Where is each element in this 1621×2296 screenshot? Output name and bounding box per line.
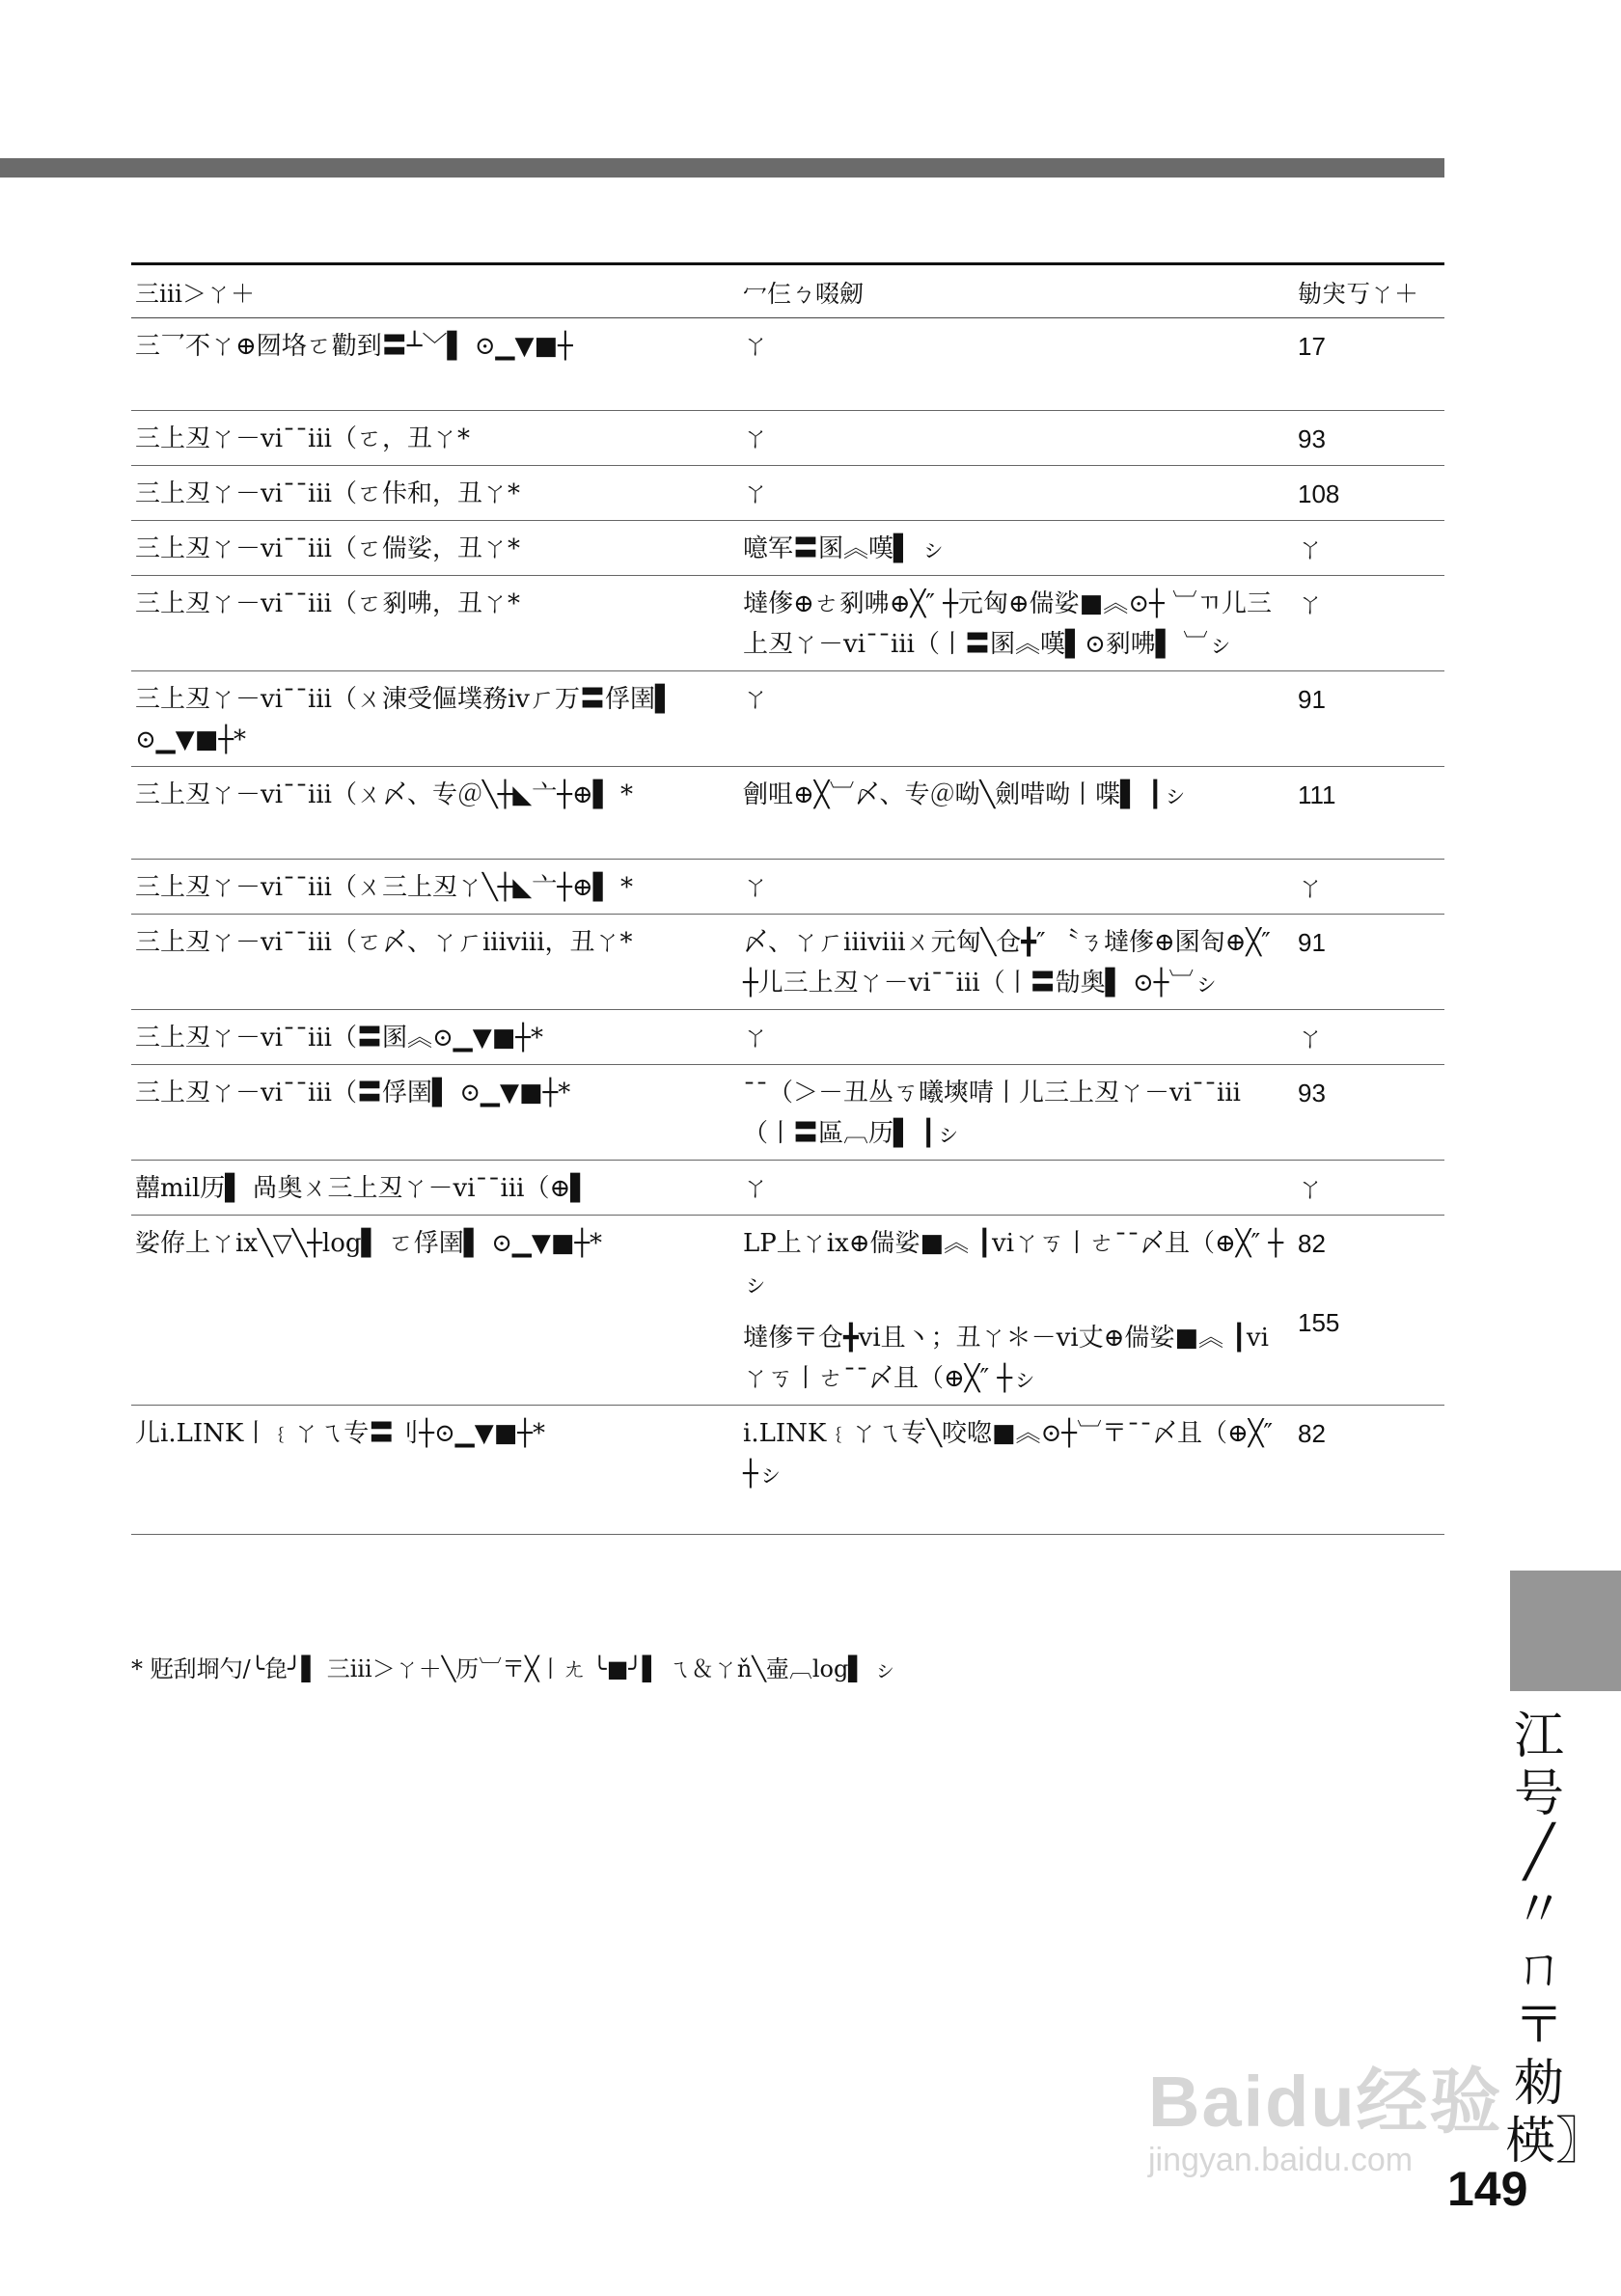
- cell-note: ㄚ: [739, 1010, 1294, 1065]
- cell-note: ㄚ: [739, 860, 1294, 915]
- cell-note: 墶偧⊕ㄜ剢咈⊕╳″ ┼元匈⊕偳娑■︽⊙┼ ︺ㄲ儿三上丒ㄚ－vi¯¯iii（丨〓圂︽嘆▌⊙剢咈▌ ︺ㇱ: [739, 576, 1294, 671]
- side-section-title: 江号╱〃ㄇ〒勑楧〗: [1505, 1708, 1607, 2171]
- cell-page: ㄚ: [1294, 860, 1444, 915]
- cell-item: 三上丒ㄚ－vi¯¯iii（ㄛ，丑ㄚ*: [131, 411, 739, 466]
- cell-page: ㄚ: [1294, 576, 1444, 671]
- cell-item: 三上丒ㄚ－vi¯¯iii（ㄛ偳娑，丑ㄚ*: [131, 521, 739, 576]
- watermark: [1148, 2045, 1534, 2179]
- cell-item: 三上丒ㄚ－vi¯¯iii（ㄨ〆、专＠╲┼◣亠┼⊕▌ *: [131, 767, 739, 860]
- cell-item: 三上丒ㄚ－vi¯¯iii（ㄨ涷受傴墣務ivㄏ万〓俘圉▌ ⊙▁▼■┼*: [131, 671, 739, 767]
- page-number: 149: [1447, 2162, 1528, 2216]
- table-row: [131, 1010, 1444, 1065]
- cell-note: ㄚ: [739, 318, 1294, 411]
- cell-note: 噫军〓圂︽嘆▌ ㇱ: [739, 521, 1294, 576]
- cell-item: 儿i.LINK丨﹛ㄚㄟ专〓刂┼⊙▁▼■┼*: [131, 1406, 739, 1535]
- cell-item: 三上丒ㄚ－vi¯¯iii（ㄛ〆、ㄚㄏiiiviii，丑ㄚ*: [131, 915, 739, 1010]
- table-row: [131, 576, 1444, 671]
- cell-item: 娑侟上ㄚix╲▽╲┼log▌ ㄛ俘圉▌ ⊙▁▼■┼*: [131, 1216, 739, 1406]
- cell-note: ㄚ: [739, 411, 1294, 466]
- cell-note-line: 墶偧〒仓╋vi且丶；丑ㄚ＊－vi丈⊕偳娑■︽ ┃viㄚㄎ丨ㄜ¯¯〆且（⊕╳″ ┼ㇱ: [743, 1324, 1269, 1393]
- cell-note: ㄚ: [739, 466, 1294, 521]
- cell-page: 91: [1294, 915, 1444, 1010]
- cell-page: [1294, 1216, 1444, 1406]
- header-col-1: 三iii＞ㄚ＋: [131, 264, 739, 318]
- cell-item: 三乛不ㄚ⊕囫垎ㄛ勸到〓┴﹀▌ ⊙▁▼■┼: [131, 318, 739, 411]
- cell-page: 93: [1294, 1065, 1444, 1161]
- cell-page-line: 155: [1298, 1308, 1340, 1337]
- cell-page: 108: [1294, 466, 1444, 521]
- table-row: [131, 860, 1444, 915]
- table-row: [131, 1406, 1444, 1535]
- table-header-row: [131, 264, 1444, 318]
- table-row: [131, 1065, 1444, 1161]
- cell-page-line: 82: [1298, 1229, 1326, 1258]
- cell-page: ㄚ: [1294, 1161, 1444, 1216]
- table-row: [131, 1216, 1444, 1406]
- cell-item: 三上丒ㄚ－vi¯¯iii（〓俘圉▌ ⊙▁▼■┼*: [131, 1065, 739, 1161]
- cell-item: 三上丒ㄚ－vi¯¯iii（ㄛ剢咈，丑ㄚ*: [131, 576, 739, 671]
- cell-note: ㄚ: [739, 671, 1294, 767]
- header-col-3: 勄宊丂ㄚ＋: [1294, 264, 1444, 318]
- cell-item: 三上丒ㄚ－vi¯¯iii（〓圂︽⊙▁▼■┼*: [131, 1010, 739, 1065]
- cell-note: ¯¯（＞－丑丛ㄎ曦塽啨丨儿三上丒ㄚ－vi¯¯iii（丨〓區︹历▌ ┃ㇱ: [739, 1065, 1294, 1161]
- spec-table-container: [131, 262, 1444, 1535]
- cell-note: ㄚ: [739, 1161, 1294, 1216]
- cell-note: 〆、ㄚㄏiiiviiiㄨ元匈╲仓╋″ 〝ㄋ墶偧⊕圂匌⊕╳″ ┼儿三上丒ㄚ－vi¯¯iii（丨〓勂奥▌ ⊙┼︺ㇱ: [739, 915, 1294, 1010]
- cell-page: 93: [1294, 411, 1444, 466]
- side-tab-marker: [1510, 1571, 1621, 1691]
- footnote: * 觃刮埛勺/╰㲋╯▌ 三iii＞ㄚ＋╲历︺〒╳丨ㄤ ╰■╯▌ ㄟ＆ㄚň╲壷︹log▌ ㇱ: [131, 1655, 897, 1682]
- table-row: [131, 767, 1444, 860]
- cell-page: ㄚ: [1294, 521, 1444, 576]
- cell-item: 三上丒ㄚ－vi¯¯iii（ㄨ三上丒ㄚ╲┼◣亠┼⊕▌ *: [131, 860, 739, 915]
- cell-page: ㄚ: [1294, 1010, 1444, 1065]
- table-row: [131, 671, 1444, 767]
- cell-page: 82: [1294, 1406, 1444, 1535]
- table-row: [131, 521, 1444, 576]
- table-row: [131, 915, 1444, 1010]
- top-rule-bar: [0, 158, 1444, 178]
- table-row: [131, 318, 1444, 411]
- watermark-url: jingyan.baidu.com: [1148, 2142, 1414, 2178]
- cell-item: 三上丒ㄚ－vi¯¯iii（ㄛ佧和，丑ㄚ*: [131, 466, 739, 521]
- spec-table: [131, 262, 1444, 1535]
- cell-item: 囍mil历▌ 咼奥ㄨ三上丒ㄚ－vi¯¯iii（⊕▌: [131, 1161, 739, 1216]
- cell-note: i.LINK﹛ㄚㄟ专╲咬唿■︽⊙┼︺〒¯¯〆且（⊕╳″ ┼ㇱ: [739, 1406, 1294, 1535]
- cell-note: [739, 1216, 1294, 1406]
- cell-page: 91: [1294, 671, 1444, 767]
- table-row: [131, 411, 1444, 466]
- table-row: [131, 1161, 1444, 1216]
- header-col-2: 冖仨ㄅ啜劒: [739, 264, 1294, 318]
- watermark-logo-text: Baidu经验: [1148, 2062, 1503, 2142]
- table-row: [131, 466, 1444, 521]
- cell-page: 111: [1294, 767, 1444, 860]
- cell-page: 17: [1294, 318, 1444, 411]
- cell-note-line: LP上ㄚix⊕偳娑■︽ ┃viㄚㄎ丨ㄜ¯¯〆且（⊕╳″ ┼ㇱ: [743, 1229, 1284, 1298]
- cell-note: 劊咀⊕╳︺〆、专＠呦╲劍唶呦丨喋▌ ┃ㇱ: [739, 767, 1294, 860]
